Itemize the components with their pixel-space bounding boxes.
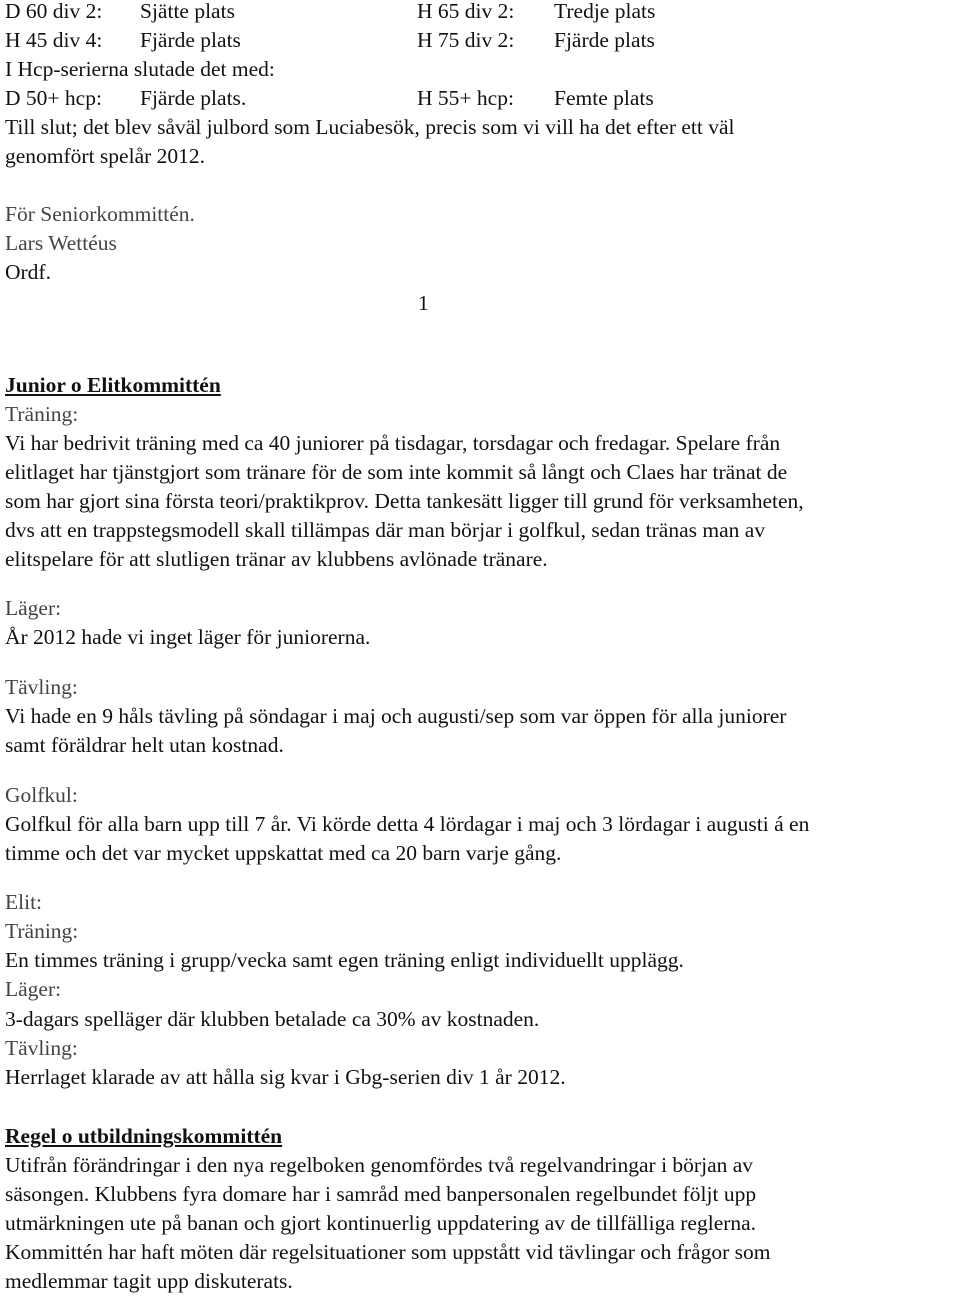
paragraph-line: Golfkul för alla barn upp till 7 år. Vi körde detta 4 lördagar i maj och 3 lördagar i augusti á en (5, 812, 810, 836)
paragraph-line: timme och det var mycket uppskattat med ca 20 barn varje gång. (5, 841, 562, 865)
result-class: D 50+ hcp: (5, 86, 102, 110)
subheading-camp: Läger: (5, 596, 62, 620)
result-class: D 60 div 2: (5, 0, 103, 23)
paragraph-line: som har gjort sina första teori/praktikprov. Detta tankesätt ligger till grund för verksamheten, (5, 489, 804, 513)
subheading-golfkul: Golfkul: (5, 783, 78, 807)
subheading-competition: Tävling: (5, 1036, 78, 1060)
result-placement: Sjätte plats (140, 0, 235, 23)
result-placement: Fjärde plats. (140, 86, 247, 110)
signature-committee: För Seniorkommittén. (5, 202, 195, 226)
result-placement: Fjärde plats (140, 28, 241, 52)
page-number: 1 (418, 291, 429, 315)
paragraph-line: Vi hade en 9 håls tävling på söndagar i maj och augusti/sep som var öppen för alla juniorer (5, 704, 787, 728)
paragraph-line: Vi har bedrivit träning med ca 40 juniorer på tisdagar, torsdagar och fredagar. Spelare från (5, 431, 781, 455)
paragraph-line: utmärkningen ute på banan och gjort kontinuerlig uppdatering av de tillfälliga reglerna. (5, 1211, 757, 1235)
paragraph-line: elitspelare för att slutligen tränar av klubbens avlönade tränare. (5, 547, 548, 571)
result-class: H 75 div 2: (417, 28, 515, 52)
closing-line: genomfört spelår 2012. (5, 144, 206, 168)
paragraph-line: samt föräldrar helt utan kostnad. (5, 733, 284, 757)
closing-line: Till slut; det blev såväl julbord som Luciabesök, precis som vi vill ha det efter ett väl (5, 115, 735, 139)
paragraph-line: Herrlaget klarade av att hålla sig kvar i Gbg-serien div 1 år 2012. (5, 1065, 566, 1089)
result-class: H 65 div 2: (417, 0, 515, 23)
paragraph-line: säsongen. Klubbens fyra domare har i samråd med banpersonalen regelbundet följt upp (5, 1182, 757, 1206)
result-class: H 45 div 4: (5, 28, 103, 52)
subheading-competition: Tävling: (5, 675, 78, 699)
paragraph-line: En timmes träning i grupp/vecka samt egen träning enligt individuellt upplägg. (5, 948, 684, 972)
section-heading-junior: Junior o Elitkommittén (5, 373, 221, 397)
result-placement: Tredje plats (554, 0, 656, 23)
subheading-elit: Elit: (5, 890, 43, 914)
paragraph-line: Kommittén har haft möten där regelsituationer som uppstått vid tävlingar och frågor som (5, 1240, 771, 1264)
hcp-intro: I Hcp-serierna slutade det med: (5, 57, 275, 81)
result-placement: Fjärde plats (554, 28, 655, 52)
paragraph-line: dvs att en trappstegsmodell skall tillämpas där man börjar i golfkul, sedan tränas man av (5, 518, 766, 542)
paragraph-line: År 2012 hade vi inget läger för juniorerna. (5, 625, 371, 649)
paragraph-line: medlemmar tagit upp diskuterats. (5, 1269, 293, 1293)
paragraph-line: Utifrån förändringar i den nya regelboken genomfördes två regelvandringar i början av (5, 1153, 754, 1177)
subheading-camp: Läger: (5, 977, 62, 1001)
paragraph-line: elitlaget har tjänstgjort som tränare för de som inte kommit så långt och Claes har tränat de (5, 460, 788, 484)
subheading-training: Träning: (5, 919, 79, 943)
signature-name: Lars Wettéus (5, 231, 117, 255)
subheading-training: Träning: (5, 402, 79, 426)
result-class: H 55+ hcp: (417, 86, 514, 110)
result-placement: Femte plats (554, 86, 654, 110)
section-heading-regel: Regel o utbildningskommittén (5, 1124, 283, 1148)
signature-title: Ordf. (5, 260, 51, 284)
paragraph-line: 3-dagars spelläger där klubben betalade ca 30% av kostnaden. (5, 1007, 540, 1031)
